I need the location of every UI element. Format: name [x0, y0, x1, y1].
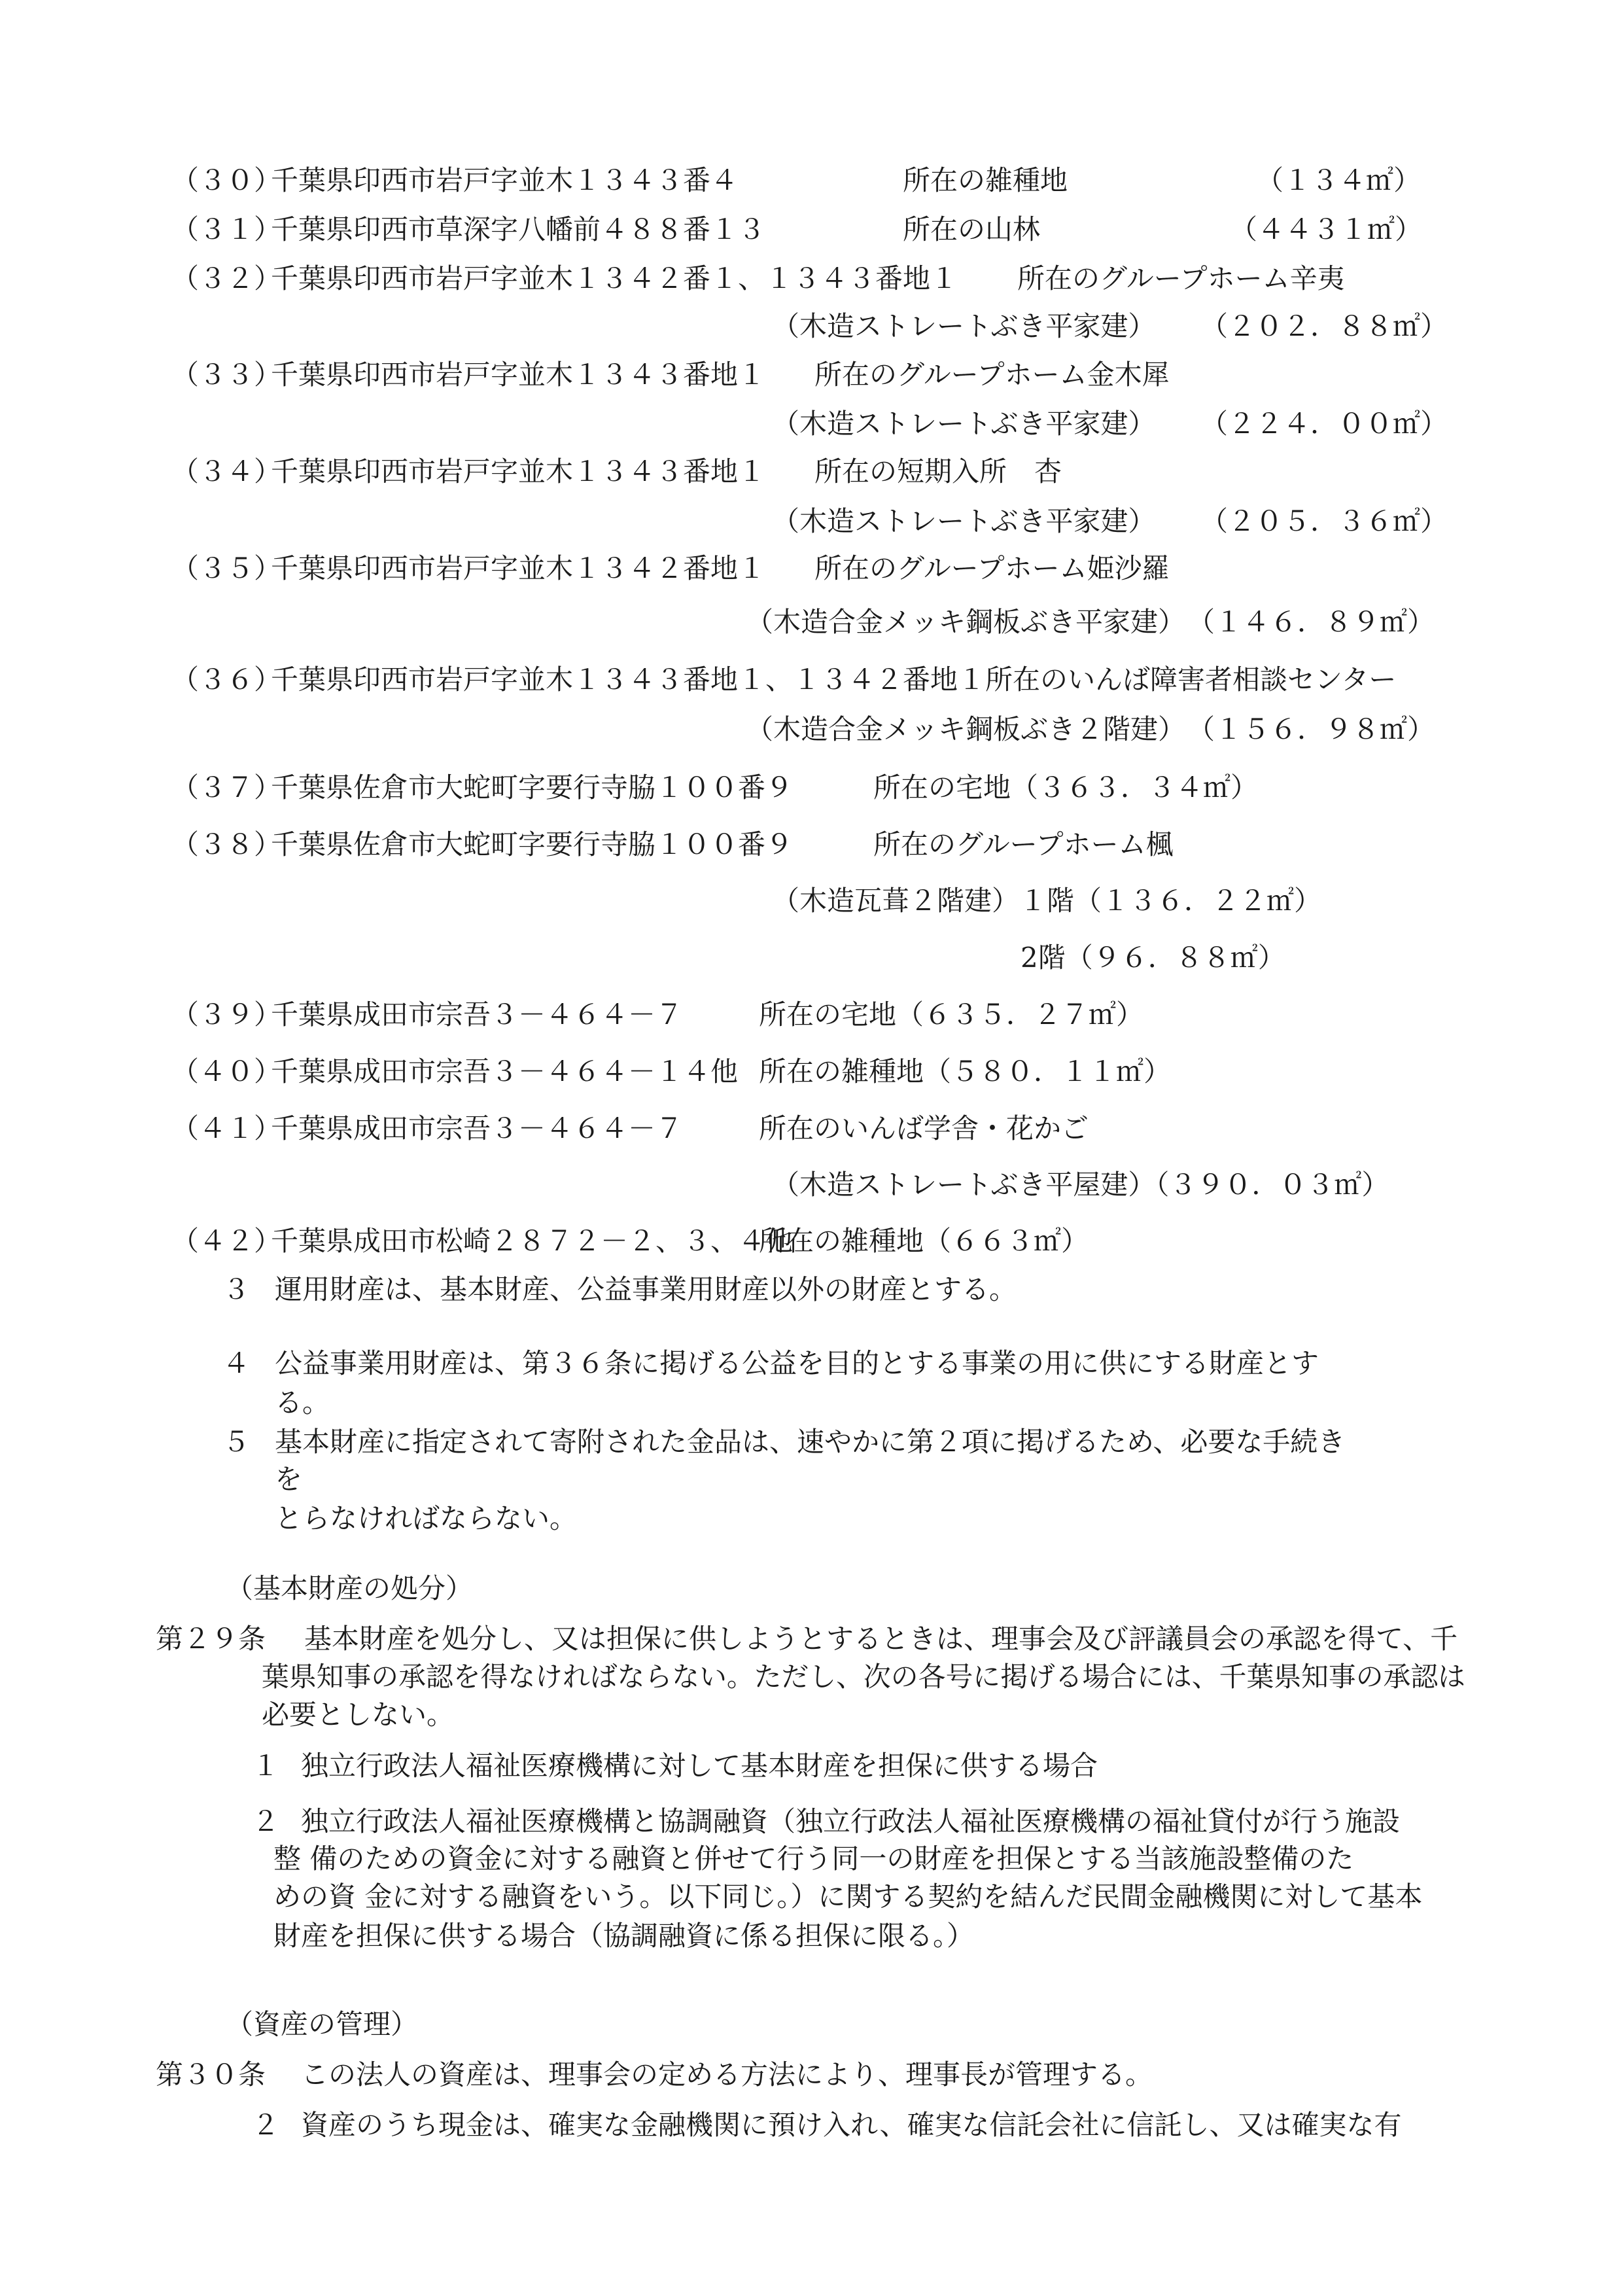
item-text: 独立行政法人福祉医療機構に対して基本財産を担保に供する場合 [301, 1750, 1098, 1782]
paragraph-text: 運用財産は、基本財産、公益事業用財産以外の財産とする。 [275, 1273, 1017, 1305]
property-description: 所在のグループホーム姫沙羅 [814, 552, 1170, 584]
article-label: 第２９条 [156, 1623, 266, 1655]
property-description: 所在の雑種地（５８０．１１㎡） [759, 1055, 1172, 1087]
item-number: （３１） [171, 213, 282, 245]
item-number: （４０） [171, 1055, 282, 1087]
property-area: （２２４．００㎡） [1200, 408, 1448, 440]
item-number: （３７） [171, 771, 282, 804]
item-number: （３６） [171, 663, 282, 696]
property-structure: （木造ストレートぶき平家建） [772, 505, 1156, 537]
item-text-line: 整 備のための資金に対する融資と併せて行う同一の財産を担保とする当該施設整備のた [273, 1843, 1354, 1875]
item-number: （３４） [171, 455, 282, 487]
paragraph-number: ５ [222, 1426, 251, 1458]
item-number: （３２） [171, 262, 282, 294]
item-number: （３５） [171, 552, 282, 584]
property-description: 所在の雑種地 [903, 164, 1068, 196]
property-address: 千葉県印西市草深字八幡前４８８番１３ [271, 213, 766, 245]
property-structure: （木造ストレートぶき平屋建）（３９０．０３㎡） [772, 1169, 1389, 1201]
property-area: （４４３１㎡） [1230, 213, 1423, 245]
item-number: ２ [252, 1805, 280, 1837]
property-description: 所在の短期入所 杏 [814, 455, 1062, 487]
paragraph-text-line: 基本財産に指定されて寄附された金品は、速やかに第２項に掲げるため、必要な手続き [275, 1426, 1346, 1458]
property-area: （１３４㎡） [1256, 164, 1422, 196]
item-number: （３８） [171, 828, 282, 860]
article-heading: （基本財産の処分） [226, 1572, 474, 1604]
property-description: 所在のグループホーム楓 [873, 828, 1174, 860]
paragraph-number: ４ [222, 1347, 251, 1379]
item-number: （３３） [171, 359, 282, 391]
property-address: 千葉県佐倉市大蛇町字要行寺脇１００番９ [271, 828, 794, 860]
property-address: 千葉県成田市宗吾３－４６４－１４他 [271, 1055, 739, 1087]
item-number: （４１） [171, 1112, 282, 1144]
property-address: 千葉県印西市岩戸字並木１３４３番地１ [271, 455, 766, 487]
item-number: ２ [252, 2109, 280, 2141]
item-text-line: 財産を担保に供する場合（協調融資に係る担保に限る。） [273, 1920, 975, 1952]
article-text-line: 基本財産を処分し、又は担保に供しようとするときは、理事会及び評議員会の承認を得て、千 [304, 1623, 1458, 1655]
property-description: 所在の宅地（６３５．２７㎡） [759, 998, 1144, 1031]
paragraph-text-line: とらなければならない。 [275, 1502, 578, 1534]
property-area: （１５６．９８㎡） [1187, 713, 1435, 745]
property-floor2-area: 2階（９６．８８㎡） [1021, 942, 1285, 974]
property-area: （１４６．８９㎡） [1187, 606, 1435, 638]
property-area: （２０５．３６㎡） [1200, 505, 1448, 537]
item-text-line: 独立行政法人福祉医療機構と協調融資（独立行政法人福祉医療機構の福祉貸付が行う施設 [301, 1805, 1401, 1837]
item-text-line: めの資 金に対する融資をいう。以下同じ。）に関する契約を結んだ民間金融機関に対して基本 [273, 1881, 1423, 1913]
property-address: 千葉県印西市岩戸字並木１３４３番４ [271, 164, 739, 196]
property-description: 所在のいんば学舎・花かご [759, 1112, 1089, 1144]
property-description: 所在のグループホーム辛夷 [1017, 262, 1345, 294]
property-structure: （木造合金メッキ鋼板ぶき２階建） [746, 713, 1186, 745]
property-structure: （木造ストレートぶき平家建） [772, 408, 1156, 440]
item-number: （４２） [171, 1225, 282, 1257]
property-address: 千葉県印西市岩戸字並木１３４３番地１ [271, 359, 766, 391]
property-address: 千葉県印西市岩戸字並木１３４２番１、１３４３番地１ [271, 262, 958, 294]
paragraph-text-line: る。 [275, 1386, 330, 1419]
property-address: 千葉県成田市宗吾３－４６４－７ [271, 998, 684, 1031]
property-address: 千葉県印西市岩戸字並木１３４２番地１ [271, 552, 766, 584]
property-address: 千葉県成田市宗吾３－４６４－７ [271, 1112, 684, 1144]
property-description: 所在のグループホーム金木犀 [814, 359, 1170, 391]
property-description: 所在の雑種地（６６３㎡） [759, 1225, 1089, 1257]
property-area: （２０２．８８㎡） [1200, 310, 1448, 342]
paragraph-text-line: を [275, 1463, 303, 1495]
item-number: １ [252, 1750, 280, 1782]
property-structure: （木造合金メッキ鋼板ぶき平家建） [746, 606, 1186, 638]
article-text: この法人の資産は、理事会の定める方法により、理事長が管理する。 [301, 2058, 1153, 2091]
article-label: 第３０条 [156, 2058, 266, 2091]
paragraph-text-line: 公益事業用財産は、第３６条に掲げる公益を目的とする事業の用に供にする財産とす [275, 1347, 1319, 1379]
article-heading: （資産の管理） [226, 2008, 419, 2040]
property-description: 所在の宅地（３６３．３４㎡） [873, 771, 1259, 804]
property-structure: （木造ストレートぶき平家建） [772, 310, 1156, 342]
property-description: 所在の山林 [903, 213, 1041, 245]
item-text: 資産のうち現金は、確実な金融機関に預け入れ、確実な信託会社に信託し、又は確実な有 [301, 2109, 1402, 2141]
property-address: 千葉県成田市松崎２８７２－２、３、４他 [271, 1225, 794, 1257]
item-number: （３０） [171, 164, 282, 196]
item-number: （３９） [171, 998, 282, 1031]
paragraph-number: ３ [222, 1273, 251, 1305]
article-text-line: 必要としない。 [262, 1699, 455, 1731]
property-structure: （木造瓦葺２階建）１階（１３６．２２㎡） [772, 885, 1322, 917]
article-text-line: 葉県知事の承認を得なければならない。ただし、次の各号に掲げる場合には、千葉県知事の承認は [262, 1661, 1465, 1693]
property-address: 千葉県印西市岩戸字並木１３４３番地１、１３４２番地１所在のいんば障害者相談センター [271, 663, 1397, 696]
property-address: 千葉県佐倉市大蛇町字要行寺脇１００番９ [271, 771, 794, 804]
